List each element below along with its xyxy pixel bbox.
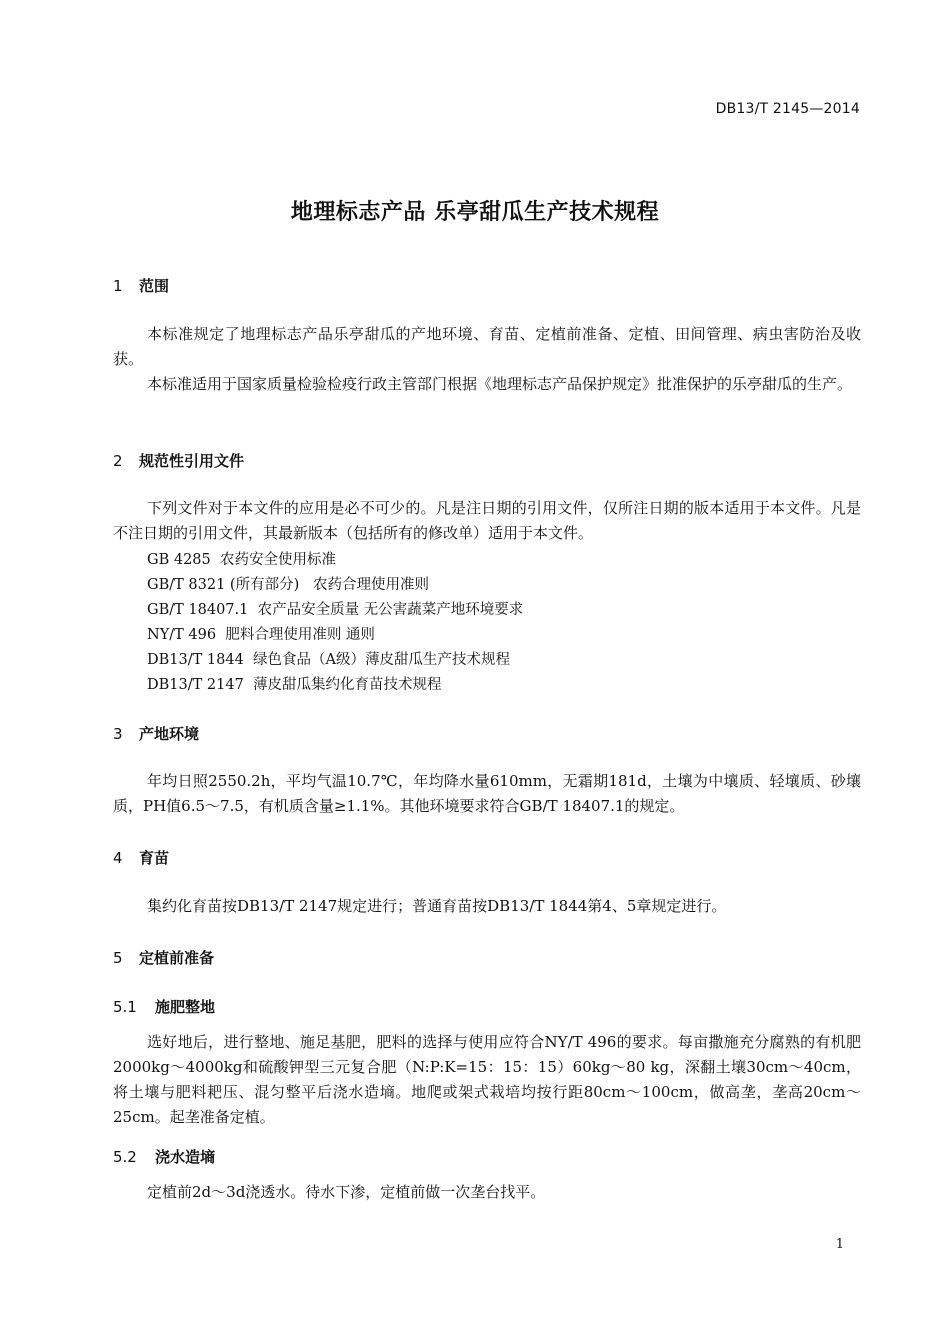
section-number: 4 [113, 849, 123, 867]
section-3-heading [113, 723, 199, 744]
section-title: 规范性引用文件 [139, 452, 245, 470]
section-2-heading [113, 450, 244, 471]
section-number: 5.2 [113, 1148, 137, 1166]
reference-item: DB13/T 2147 薄皮甜瓜集约化育苗技术规程 [147, 677, 442, 693]
section-5-heading [113, 947, 214, 968]
section-number: 5.1 [113, 998, 137, 1016]
section-title: 产地环境 [139, 725, 200, 743]
section-2-paragraph-1: 下列文件对于本文件的应用是必不可少的。凡是注日期的引用文件，仅所注日期的版本适用于本文件。凡是不注日期的引用文件，其最新版本（包括所有的修改单）适用于本文件。 [113, 499, 861, 542]
section-1-paragraph-1: 本标准规定了地理标志产品乐亭甜瓜的产地环境、育苗、定植前准备、定植、田间管理、病虫害防治及收获。 [113, 325, 861, 368]
section-number: 3 [113, 725, 123, 743]
reference-item: DB13/T 1844 绿色食品（A级）薄皮甜瓜生产技术规程 [147, 652, 510, 668]
section-1-paragraph-2: 本标准适用于国家质量检验检疫行政主管部门根据《地理标志产品保护规定》批准保护的乐亭甜瓜的生产。 [147, 375, 853, 393]
section-5-1-paragraph-1: 选好地后，进行整地、施足基肥，肥料的选择与使用应符合NY/T 496的要求。每亩撒施充分腐熟的有机肥2000kg～4000kg和硫酸钾型三元复合肥（N:P:K=15：15：15）60kg～80 kg，深翻土壤30cm～40cm，将土壤与肥料耙压、混匀整平后浇水造墒。地爬或架式栽培均按行距80cm～100cm，做高垄，垄高20cm～25cm。起垄准备定植。 [113, 1033, 861, 1126]
section-3-paragraph-1: 年均日照2550.2h，平均气温10.7℃，年均降水量610mm，无霜期181d，土壤为中壤质、轻壤质、砂壤质，PH值6.5～7.5，有机质含量≥1.1%。其他环境要求符合GB/T 18407.1的规定。 [113, 772, 861, 815]
reference-item: GB/T 8321 (所有部分) 农药合理使用准则 [147, 577, 430, 593]
section-title: 范围 [139, 277, 170, 295]
section-title: 定植前准备 [139, 949, 215, 967]
section-number: 5 [113, 949, 123, 967]
section-1-heading [113, 275, 169, 296]
section-4-paragraph-1: 集约化育苗按DB13/T 2147规定进行；普通育苗按DB13/T 1844第4、5章规定进行。 [147, 897, 727, 915]
section-4-heading [113, 847, 169, 868]
section-number: 2 [113, 452, 123, 470]
section-title: 育苗 [139, 849, 170, 867]
section-title: 施肥整地 [155, 998, 216, 1016]
section-5-2-heading [113, 1146, 215, 1167]
reference-item: GB 4285 农药安全使用标准 [147, 552, 336, 568]
section-5-1-heading [113, 996, 215, 1017]
page-number: 1 [835, 1237, 844, 1252]
reference-item: GB/T 18407.1 农产品安全质量 无公害蔬菜产地环境要求 [147, 602, 524, 618]
section-5-2-paragraph-1: 定植前2d～3d浇透水。待水下渗，定植前做一次垄台找平。 [147, 1183, 546, 1201]
standard-code: DB13/T 2145—2014 [715, 101, 860, 117]
section-number: 1 [113, 277, 123, 295]
section-title: 浇水造墒 [155, 1148, 216, 1166]
document-title: 地理标志产品 乐亭甜瓜生产技术规程 [290, 200, 660, 225]
reference-item: NY/T 496 肥料合理使用准则 通则 [147, 627, 375, 643]
